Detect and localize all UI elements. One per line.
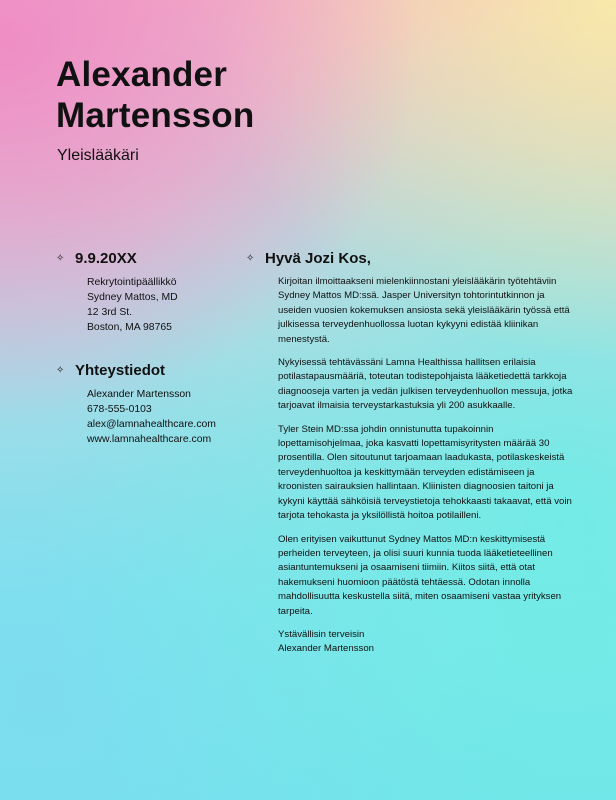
recipient-address — [87, 275, 236, 335]
right-column — [246, 250, 576, 657]
signature: Alexander Martensson — [278, 643, 374, 655]
contact-email[interactable]: alex@lamnahealthcare.com — [87, 419, 216, 430]
date-block — [56, 250, 236, 335]
job-title: Yleislääkäri — [57, 147, 139, 164]
sparkle-icon: ✧ — [56, 365, 65, 376]
contact-name: Alexander Martensson — [87, 389, 191, 400]
contact-phone[interactable]: 678-555-0103 — [87, 404, 152, 415]
applicant-name — [56, 54, 254, 136]
sparkle-icon: ✧ — [56, 253, 65, 264]
letter-paragraph: Olen erityisen vaikuttunut Sydney Mattos MD:n keskittymisestä perheiden terveyteen, ja olisi suuri kunnia tuoda lääketieteellinen asiantuntemukseni ja osaamiseni tiimiin. Kiitos siitä, että otat hakemukseni huomioon päätöstä tehtäessä. Odotan innolla mahdollisuutta keskustella siitä, miten osaamiseni vastaa yrityksen tarpeita. — [278, 533, 562, 617]
date-heading — [56, 250, 236, 267]
contact-website[interactable]: www.lamnahealthcare.com — [87, 434, 212, 445]
letter-date: 9.9.20XX — [75, 250, 137, 267]
greeting: Hyvä Jozi Kos, — [265, 250, 371, 267]
recipient-name: Sydney Mattos, MD — [87, 292, 178, 303]
contact-heading — [56, 362, 236, 379]
contact-details — [87, 387, 236, 447]
sparkle-icon: ✧ — [246, 253, 255, 264]
recipient-street: 12 3rd St. — [87, 307, 133, 318]
contact-block — [56, 362, 236, 447]
signoff — [278, 628, 576, 657]
recipient-city: Boston, MA 98765 — [87, 322, 172, 333]
letter-paragraph: Nykyisessä tehtävässäni Lamna Healthissa hallitsen erilaisia potilastapausmääriä, toteutan todistepohjaista lääketiedettä tarkkoja diagnooseja varten ja vedän julkisen terveydenhuollon messuja, jotka tarjoavat ilmaisia terveystarkastuksia yli 200 asukkaalle. — [278, 357, 573, 412]
recipient-title: Rekrytointipäällikkö — [87, 277, 177, 288]
letter-paragraph: Tyler Stein MD:ssa johdin onnistunutta tupakoinnin lopettamisohjelmaa, joka kasvatti lopettamisyritysten määrää 30 prosentilla. Olen sitoutunut tarjoamaan laadukasta, potilaskeskeistä terveydenhuoltoa ja keskittymään terveyden edistämiseen ja kroonisten sairauksien hallintaan. Kliinisten diagnoosien taitoni ja kykyni käyttää sähköisiä terveystietoja tehokkaasti takaavat, että voin tarjota tehokasta ja yksilöllistä hoitoa potilailleni. — [278, 423, 572, 522]
letter-body — [278, 275, 576, 657]
first-name: Alexander — [56, 55, 228, 94]
last-name: Martensson — [56, 96, 255, 135]
left-column — [56, 250, 236, 447]
contact-heading-text: Yhteystiedot — [75, 362, 166, 379]
letter-paragraph: Kirjoitan ilmoittaakseni mielenkiinnostani yleislääkärin työtehtäviin Sydney Mattos MD:ssä. Jasper Universityn tohtorintutkinnon ja useiden vuosien kokemuksen ansiosta sekä yleislääkärin työssä että julkisessa terveydenhuollossa luotan kykyyni edistää kliinikan menestystä. — [278, 276, 570, 345]
greeting-heading — [246, 250, 576, 267]
closing: Ystävällisin terveisin — [278, 628, 365, 640]
